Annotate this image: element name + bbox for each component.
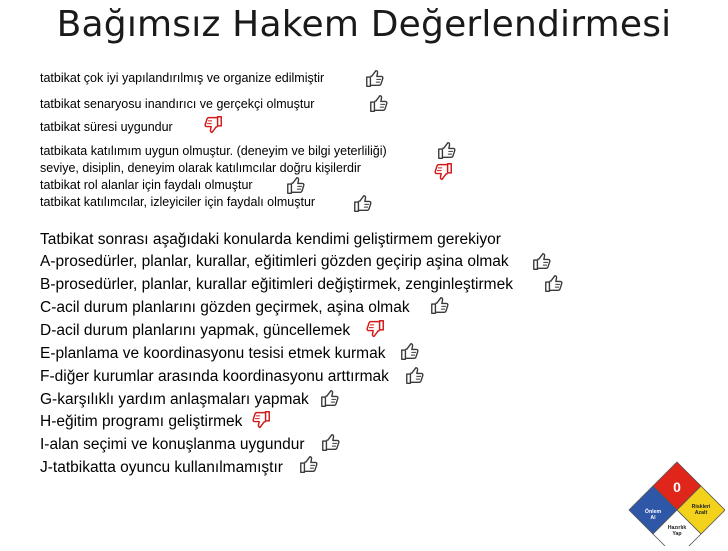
emblem-left-label-word: Önlem [644,509,662,515]
thumbs-up-icon [429,294,451,316]
feedback-line-4: tatbikata katılımım uygun olmuştur. (deneyim ve bilgi yeterliliği) [40,144,387,158]
improvement-item-g: G-karşılıklı yardım anlaşmaları yapmak [40,391,309,408]
emblem-bottom-label-word: Hazırlık [667,525,687,531]
thumbs-up-icon [436,139,458,161]
thumbs-up-icon [531,250,553,272]
improvement-item-i: I-alan seçimi ve konuşlanma uygundur [40,436,305,453]
improvement-heading: Tatbikat sonrası aşağıdaki konularda kendimi geliştirmem gerekiyor [40,231,501,248]
emblem-right-label-word: Riskleri [691,504,711,510]
feedback-line-7: tatbikat katılımcılar, izleyiciler için faydalı olmuştur [40,195,316,209]
thumbs-up-icon [368,92,390,114]
thumbs-up-icon [298,453,320,475]
emblem-bottom-label-word: Yap [672,531,682,537]
thumbs-down-icon [432,161,454,183]
improvement-item-d: D-acil durum planlarını yapmak, güncellemek [40,322,351,339]
thumbs-up-icon [352,192,374,214]
improvement-item-b: B-prosedürler, planlar, kurallar eğitimleri değiştirmek, zenginleştirmek [40,276,513,293]
thumbs-up-icon [543,272,565,294]
improvement-item-a: A-prosedürler, planlar, kurallar, eğitimleri gözden geçirip aşina olmak [40,253,509,270]
emblem-right-label-word: Azalt [694,510,708,516]
thumbs-down-icon [364,318,386,340]
improvement-item-j: J-tatbikatta oyuncu kullanılmamıştır [40,459,283,476]
thumbs-up-icon [319,387,341,409]
improvement-item-c: C-acil durum planlarını gözden geçirmek, aşina olmak [40,299,410,316]
improvement-item-h: H-eğitim programı geliştirmek [40,413,243,430]
thumbs-up-icon [320,431,342,453]
hazard-diamond-emblem [625,458,725,546]
page-title: Bağımsız Hakem Değerlendirmesi [56,4,672,45]
thumbs-up-icon [285,174,307,196]
emblem-top-label: 0 [673,479,681,495]
feedback-line-2: tatbikat senaryosu inandırıcı ve gerçekçi olmuştur [40,97,315,111]
thumbs-up-icon [404,364,426,386]
thumbs-up-icon [364,67,386,89]
thumbs-down-icon [250,409,272,431]
thumbs-up-icon [399,340,421,362]
thumbs-down-icon [202,114,224,136]
improvement-item-f: F-diğer kurumlar arasında koordinasyonu arttırmak [40,368,389,385]
feedback-line-6: tatbikat rol alanlar için faydalı olmuştur [40,178,253,192]
feedback-line-5: seviye, disiplin, deneyim olarak katılımcılar doğru kişilerdir [40,161,361,175]
feedback-line-1: tatbikat çok iyi yapılandırılmış ve organize edilmiştir [40,71,325,85]
feedback-line-3: tatbikat süresi uygundur [40,120,173,134]
emblem-left-label-word: Al [650,515,656,521]
improvement-item-e: E-planlama ve koordinasyonu tesisi etmek kurmak [40,345,386,362]
